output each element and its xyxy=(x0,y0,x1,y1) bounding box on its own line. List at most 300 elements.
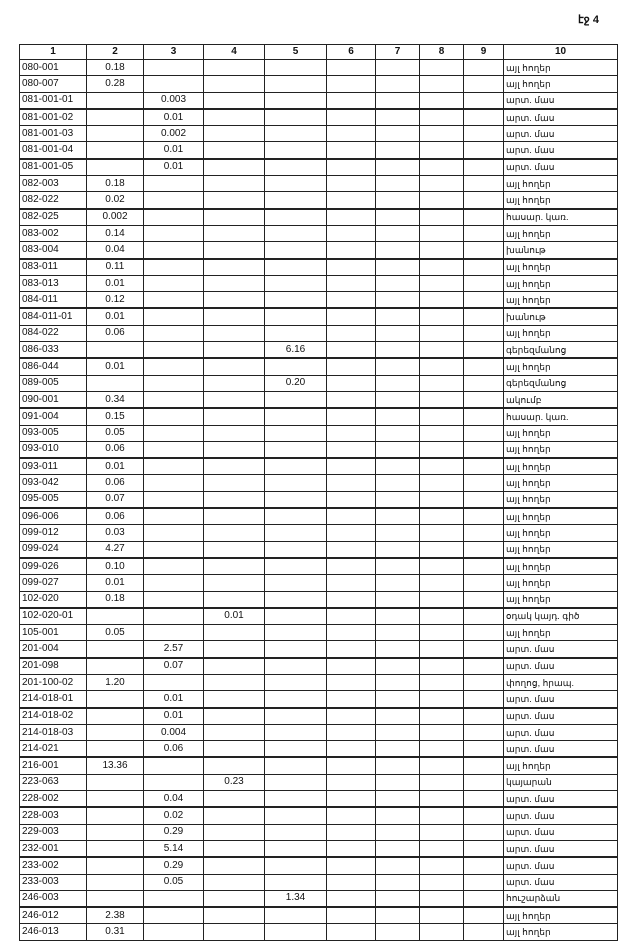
col3-value-cell: 0.02 xyxy=(144,807,204,824)
col6-cell xyxy=(327,192,376,209)
col6-cell xyxy=(327,441,376,458)
col2-value-cell xyxy=(87,874,144,890)
col8-cell xyxy=(420,791,464,808)
parcel-code-cell: 093-005 xyxy=(20,425,87,441)
table-body xyxy=(20,60,618,941)
col7-cell xyxy=(376,391,420,408)
table-row xyxy=(20,441,618,458)
land-use-cell: արտ. մաս xyxy=(504,874,618,890)
col4-value-cell xyxy=(204,840,265,857)
col3-value-cell xyxy=(144,774,204,790)
col6-cell xyxy=(327,76,376,92)
col9-cell xyxy=(464,591,504,608)
col6-cell xyxy=(327,391,376,408)
col5-value-cell xyxy=(265,757,327,774)
col5-value-cell xyxy=(265,774,327,790)
col4-value-cell xyxy=(204,491,265,508)
col6-cell xyxy=(327,225,376,241)
col3-value-cell xyxy=(144,558,204,575)
col7-cell xyxy=(376,76,420,92)
col2-value-cell: 0.11 xyxy=(87,259,144,276)
col4-value-cell xyxy=(204,225,265,241)
col9-cell xyxy=(464,408,504,425)
col9-cell xyxy=(464,625,504,641)
col2-value-cell: 0.05 xyxy=(87,625,144,641)
land-use-cell: արտ. մաս xyxy=(504,92,618,109)
column-header-9: 9 xyxy=(464,45,504,60)
col8-cell xyxy=(420,425,464,441)
parcel-code-cell: 081-001-05 xyxy=(20,159,87,176)
col4-value-cell xyxy=(204,209,265,226)
col4-value-cell xyxy=(204,292,265,309)
col9-cell xyxy=(464,275,504,291)
table-row xyxy=(20,757,618,774)
col5-value-cell xyxy=(265,874,327,890)
land-use-cell: արտ. մաս xyxy=(504,691,618,708)
parcel-code-cell: 095-005 xyxy=(20,491,87,508)
col8-cell xyxy=(420,691,464,708)
col2-value-cell: 13.36 xyxy=(87,757,144,774)
col8-cell xyxy=(420,441,464,458)
col8-cell xyxy=(420,60,464,76)
column-header-4: 4 xyxy=(204,45,265,60)
col3-value-cell xyxy=(144,541,204,558)
col5-value-cell xyxy=(265,209,327,226)
col2-value-cell: 4.27 xyxy=(87,541,144,558)
col4-value-cell xyxy=(204,741,265,758)
parcel-code-cell: 096-006 xyxy=(20,508,87,525)
col4-value-cell xyxy=(204,874,265,890)
col8-cell xyxy=(420,658,464,675)
col8-cell xyxy=(420,907,464,924)
col4-value-cell xyxy=(204,558,265,575)
col5-value-cell xyxy=(265,824,327,840)
col6-cell xyxy=(327,874,376,890)
col2-value-cell xyxy=(87,741,144,758)
table-row xyxy=(20,292,618,309)
col6-cell xyxy=(327,408,376,425)
col3-value-cell xyxy=(144,674,204,690)
col3-value-cell xyxy=(144,425,204,441)
parcel-code-cell: 229-003 xyxy=(20,824,87,840)
col7-cell xyxy=(376,242,420,259)
col2-value-cell: 0.34 xyxy=(87,391,144,408)
table-row xyxy=(20,541,618,558)
col2-value-cell xyxy=(87,608,144,625)
col2-value-cell: 0.31 xyxy=(87,924,144,940)
col7-cell xyxy=(376,591,420,608)
parcel-code-cell: 082-003 xyxy=(20,176,87,192)
col2-value-cell xyxy=(87,109,144,126)
parcel-code-cell: 084-022 xyxy=(20,325,87,341)
parcel-code-cell: 090-001 xyxy=(20,391,87,408)
col8-cell xyxy=(420,275,464,291)
col6-cell xyxy=(327,824,376,840)
col6-cell xyxy=(327,242,376,259)
col4-value-cell xyxy=(204,441,265,458)
col9-cell xyxy=(464,225,504,241)
col7-cell xyxy=(376,674,420,690)
col8-cell xyxy=(420,674,464,690)
col4-value-cell xyxy=(204,907,265,924)
col8-cell xyxy=(420,259,464,276)
col2-value-cell: 0.07 xyxy=(87,491,144,508)
col7-cell xyxy=(376,525,420,541)
table-row xyxy=(20,92,618,109)
col3-value-cell xyxy=(144,308,204,325)
col8-cell xyxy=(420,774,464,790)
col4-value-cell xyxy=(204,109,265,126)
col8-cell xyxy=(420,890,464,907)
table-row xyxy=(20,691,618,708)
col2-value-cell: 0.03 xyxy=(87,525,144,541)
col9-cell xyxy=(464,142,504,159)
col7-cell xyxy=(376,192,420,209)
col8-cell xyxy=(420,342,464,359)
col6-cell xyxy=(327,308,376,325)
col4-value-cell xyxy=(204,391,265,408)
col2-value-cell: 0.06 xyxy=(87,325,144,341)
land-use-cell: այլ հողեր xyxy=(504,458,618,475)
col9-cell xyxy=(464,724,504,740)
land-use-cell: այլ հողեր xyxy=(504,325,618,341)
col8-cell xyxy=(420,142,464,159)
table-row xyxy=(20,791,618,808)
col8-cell xyxy=(420,575,464,591)
col9-cell xyxy=(464,375,504,391)
col9-cell xyxy=(464,840,504,857)
parcel-code-cell: 214-018-02 xyxy=(20,708,87,725)
parcel-code-cell: 228-003 xyxy=(20,807,87,824)
col7-cell xyxy=(376,558,420,575)
col4-value-cell xyxy=(204,425,265,441)
col3-value-cell xyxy=(144,508,204,525)
parcel-code-cell: 093-010 xyxy=(20,441,87,458)
land-use-cell: այլ հողեր xyxy=(504,76,618,92)
table-row xyxy=(20,508,618,525)
land-use-cell: այլ հողեր xyxy=(504,192,618,209)
col7-cell xyxy=(376,308,420,325)
col7-cell xyxy=(376,491,420,508)
col8-cell xyxy=(420,741,464,758)
col7-cell xyxy=(376,60,420,76)
col8-cell xyxy=(420,641,464,658)
col9-cell xyxy=(464,558,504,575)
col5-value-cell xyxy=(265,525,327,541)
col9-cell xyxy=(464,425,504,441)
column-header-3: 3 xyxy=(144,45,204,60)
col3-value-cell xyxy=(144,408,204,425)
col5-value-cell: 6.16 xyxy=(265,342,327,359)
col4-value-cell xyxy=(204,458,265,475)
land-use-cell: այլ հողեր xyxy=(504,625,618,641)
col2-value-cell xyxy=(87,641,144,658)
col8-cell xyxy=(420,874,464,890)
land-use-cell: այլ հողեր xyxy=(504,508,618,525)
col8-cell xyxy=(420,176,464,192)
table-row xyxy=(20,491,618,508)
col3-value-cell xyxy=(144,591,204,608)
col2-value-cell xyxy=(87,807,144,824)
col2-value-cell xyxy=(87,708,144,725)
col7-cell xyxy=(376,259,420,276)
col6-cell xyxy=(327,508,376,525)
col6-cell xyxy=(327,142,376,159)
col3-value-cell: 0.01 xyxy=(144,109,204,126)
col9-cell xyxy=(464,525,504,541)
col5-value-cell xyxy=(265,558,327,575)
col3-value-cell xyxy=(144,924,204,940)
column-header-8: 8 xyxy=(420,45,464,60)
col5-value-cell xyxy=(265,491,327,508)
col8-cell xyxy=(420,525,464,541)
col4-value-cell xyxy=(204,142,265,159)
col3-value-cell xyxy=(144,907,204,924)
land-use-cell: արտ. մաս xyxy=(504,641,618,658)
col6-cell xyxy=(327,109,376,126)
land-use-cell: այլ հողեր xyxy=(504,358,618,375)
land-use-cell: այլ հողեր xyxy=(504,541,618,558)
col4-value-cell xyxy=(204,475,265,491)
land-use-cell: այլ հողեր xyxy=(504,924,618,940)
col5-value-cell xyxy=(265,475,327,491)
col6-cell xyxy=(327,708,376,725)
col3-value-cell xyxy=(144,292,204,309)
col7-cell xyxy=(376,159,420,176)
land-use-cell: արտ. մաս xyxy=(504,840,618,857)
col9-cell xyxy=(464,391,504,408)
col3-value-cell: 0.01 xyxy=(144,691,204,708)
col7-cell xyxy=(376,408,420,425)
col4-value-cell xyxy=(204,757,265,774)
col7-cell xyxy=(376,275,420,291)
col2-value-cell: 0.01 xyxy=(87,275,144,291)
col7-cell xyxy=(376,508,420,525)
table-row xyxy=(20,225,618,241)
parcel-code-cell: 081-001-01 xyxy=(20,92,87,109)
col2-value-cell: 0.14 xyxy=(87,225,144,241)
column-header-6: 6 xyxy=(327,45,376,60)
col2-value-cell xyxy=(87,724,144,740)
col3-value-cell xyxy=(144,525,204,541)
col4-value-cell xyxy=(204,708,265,725)
col5-value-cell xyxy=(265,391,327,408)
col3-value-cell xyxy=(144,625,204,641)
col8-cell xyxy=(420,591,464,608)
col7-cell xyxy=(376,325,420,341)
col7-cell xyxy=(376,458,420,475)
col7-cell xyxy=(376,907,420,924)
land-use-cell: այլ հողեր xyxy=(504,525,618,541)
col2-value-cell xyxy=(87,791,144,808)
col3-value-cell: 0.01 xyxy=(144,142,204,159)
col9-cell xyxy=(464,126,504,142)
col4-value-cell xyxy=(204,375,265,391)
col5-value-cell: 1.34 xyxy=(265,890,327,907)
col7-cell xyxy=(376,292,420,309)
col6-cell xyxy=(327,890,376,907)
col8-cell xyxy=(420,408,464,425)
col8-cell xyxy=(420,458,464,475)
col9-cell xyxy=(464,741,504,758)
col5-value-cell xyxy=(265,840,327,857)
col4-value-cell xyxy=(204,192,265,209)
col6-cell xyxy=(327,625,376,641)
col3-value-cell: 0.04 xyxy=(144,791,204,808)
land-use-cell: խանութ xyxy=(504,308,618,325)
parcel-code-cell: 105-001 xyxy=(20,625,87,641)
col5-value-cell xyxy=(265,741,327,758)
col6-cell xyxy=(327,907,376,924)
col3-value-cell: 0.06 xyxy=(144,741,204,758)
col5-value-cell xyxy=(265,425,327,441)
parcel-code-cell: 099-026 xyxy=(20,558,87,575)
parcel-code-cell: 228-002 xyxy=(20,791,87,808)
col6-cell xyxy=(327,126,376,142)
table-row xyxy=(20,275,618,291)
table-row xyxy=(20,857,618,874)
col4-value-cell xyxy=(204,691,265,708)
land-register-table xyxy=(19,44,618,941)
col7-cell xyxy=(376,142,420,159)
land-use-cell: արտ. մաս xyxy=(504,126,618,142)
parcel-code-cell: 083-013 xyxy=(20,275,87,291)
col4-value-cell xyxy=(204,76,265,92)
parcel-code-cell: 201-100-02 xyxy=(20,674,87,690)
land-use-cell: այլ հողեր xyxy=(504,176,618,192)
col6-cell xyxy=(327,525,376,541)
col7-cell xyxy=(376,641,420,658)
col5-value-cell xyxy=(265,159,327,176)
page-label: էջ 4 xyxy=(578,14,599,26)
col9-cell xyxy=(464,658,504,675)
column-header-10: 10 xyxy=(504,45,618,60)
col5-value-cell xyxy=(265,924,327,940)
land-use-cell: արտ. մաս xyxy=(504,791,618,808)
col3-value-cell xyxy=(144,475,204,491)
parcel-code-cell: 093-042 xyxy=(20,475,87,491)
col8-cell xyxy=(420,824,464,840)
col6-cell xyxy=(327,491,376,508)
table-row xyxy=(20,724,618,740)
col7-cell xyxy=(376,441,420,458)
col4-value-cell xyxy=(204,724,265,740)
col8-cell xyxy=(420,308,464,325)
parcel-code-cell: 214-018-03 xyxy=(20,724,87,740)
land-use-cell: այլ հողեր xyxy=(504,491,618,508)
table-row xyxy=(20,209,618,226)
col2-value-cell xyxy=(87,857,144,874)
col4-value-cell xyxy=(204,126,265,142)
land-use-cell: գերեզմանոց xyxy=(504,375,618,391)
col4-value-cell xyxy=(204,625,265,641)
table-row xyxy=(20,658,618,675)
col3-value-cell: 0.05 xyxy=(144,874,204,890)
table-row xyxy=(20,159,618,176)
col5-value-cell xyxy=(265,508,327,525)
col7-cell xyxy=(376,924,420,940)
parcel-code-cell: 233-002 xyxy=(20,857,87,874)
col9-cell xyxy=(464,92,504,109)
land-use-cell: այլ հողեր xyxy=(504,575,618,591)
col4-value-cell xyxy=(204,508,265,525)
col3-value-cell: 5.14 xyxy=(144,840,204,857)
parcel-code-cell: 083-002 xyxy=(20,225,87,241)
col9-cell xyxy=(464,708,504,725)
col8-cell xyxy=(420,76,464,92)
col2-value-cell xyxy=(87,375,144,391)
col4-value-cell xyxy=(204,176,265,192)
col5-value-cell xyxy=(265,142,327,159)
col3-value-cell xyxy=(144,209,204,226)
col8-cell xyxy=(420,724,464,740)
col3-value-cell xyxy=(144,458,204,475)
col2-value-cell: 0.05 xyxy=(87,425,144,441)
col2-value-cell: 0.02 xyxy=(87,192,144,209)
land-use-cell: օդակ կայդ. գիծ xyxy=(504,608,618,625)
col4-value-cell xyxy=(204,591,265,608)
header-row xyxy=(20,45,618,60)
col2-value-cell xyxy=(87,774,144,790)
table-row xyxy=(20,774,618,790)
col9-cell xyxy=(464,176,504,192)
col8-cell xyxy=(420,242,464,259)
col6-cell xyxy=(327,176,376,192)
table-row xyxy=(20,924,618,940)
col5-value-cell xyxy=(265,308,327,325)
land-use-cell: հասար. կառ. xyxy=(504,408,618,425)
col6-cell xyxy=(327,541,376,558)
land-use-cell: այլ հողեր xyxy=(504,60,618,76)
col5-value-cell xyxy=(265,857,327,874)
parcel-code-cell: 082-025 xyxy=(20,209,87,226)
land-use-cell: այլ հողեր xyxy=(504,907,618,924)
col4-value-cell xyxy=(204,641,265,658)
col7-cell xyxy=(376,176,420,192)
col3-value-cell xyxy=(144,225,204,241)
land-use-cell: այլ հողեր xyxy=(504,475,618,491)
col4-value-cell xyxy=(204,575,265,591)
col6-cell xyxy=(327,342,376,359)
col7-cell xyxy=(376,741,420,758)
col2-value-cell: 0.18 xyxy=(87,176,144,192)
col3-value-cell xyxy=(144,242,204,259)
col9-cell xyxy=(464,475,504,491)
col9-cell xyxy=(464,791,504,808)
col3-value-cell xyxy=(144,342,204,359)
col5-value-cell xyxy=(265,641,327,658)
land-use-cell: ակումբ xyxy=(504,391,618,408)
column-header-2: 2 xyxy=(87,45,144,60)
col2-value-cell xyxy=(87,159,144,176)
table-row xyxy=(20,126,618,142)
col4-value-cell xyxy=(204,358,265,375)
col6-cell xyxy=(327,292,376,309)
col9-cell xyxy=(464,259,504,276)
table-row xyxy=(20,525,618,541)
col9-cell xyxy=(464,691,504,708)
col7-cell xyxy=(376,342,420,359)
col3-value-cell: 0.29 xyxy=(144,857,204,874)
col4-value-cell xyxy=(204,325,265,341)
parcel-code-cell: 099-027 xyxy=(20,575,87,591)
col6-cell xyxy=(327,658,376,675)
parcel-code-cell: 089-005 xyxy=(20,375,87,391)
col6-cell xyxy=(327,741,376,758)
col8-cell xyxy=(420,708,464,725)
col3-value-cell: 0.01 xyxy=(144,159,204,176)
land-use-cell: արտ. մաս xyxy=(504,142,618,159)
